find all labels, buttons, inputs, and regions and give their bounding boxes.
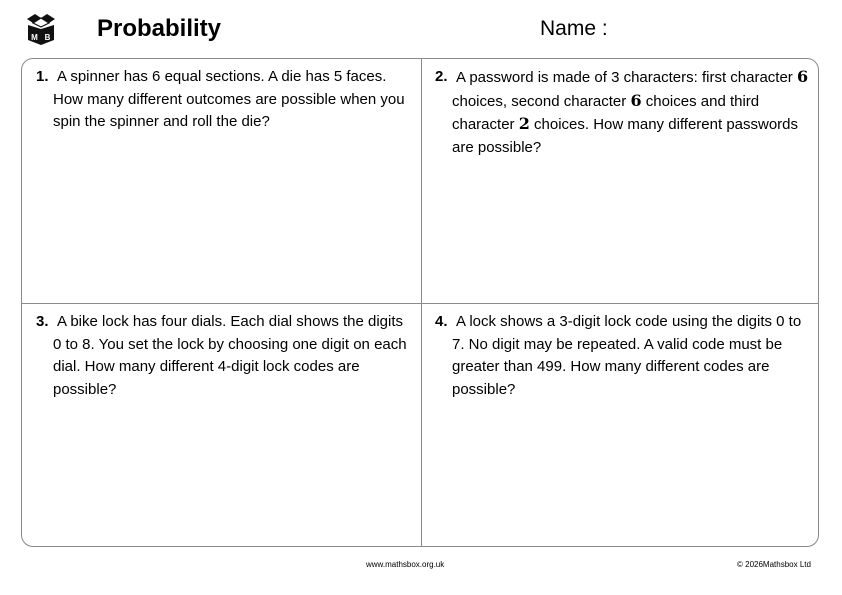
question-number: 2. [435, 68, 448, 85]
page-title: Probability [97, 15, 222, 42]
svg-text:B: B [44, 33, 51, 42]
question-4 [435, 311, 807, 401]
question-2 [435, 66, 813, 159]
svg-text:M: M [31, 33, 38, 42]
footer-copyright: © 2026Mathsbox Ltd [737, 560, 811, 569]
grid-divider-horizontal [22, 303, 818, 304]
choice-count: 6 [630, 90, 642, 110]
choice-count: 2 [518, 114, 530, 133]
mathsbox-logo [25, 12, 57, 46]
question-text: A lock shows a 3-digit lock code using the digits 0 to 7. No digit may be repeated. A valid code must be greater than 499. How many different codes are possible? [452, 313, 802, 398]
question-number: 3. [36, 313, 49, 330]
box-icon [25, 12, 57, 46]
question-grid [21, 58, 819, 547]
question-number: 1. [36, 68, 49, 85]
question-1 [36, 66, 408, 134]
name-label: Name : [540, 17, 608, 40]
question-text: A password is made of 3 characters: first character 6 choices, second character 6 choices and third character 2 choices. How many different passwords are possible? [452, 67, 809, 156]
question-number: 4. [435, 313, 448, 330]
footer-url[interactable]: www.mathsbox.org.uk [366, 560, 445, 569]
choice-count: 6 [796, 67, 809, 86]
question-3 [36, 311, 408, 401]
question-text: A bike lock has four dials. Each dial shows the digits 0 to 8. You set the lock by choosing one digit on each dial. How many different 4-digit lock codes are possible? [53, 313, 407, 398]
question-text: A spinner has 6 equal sections. A die has 5 faces. How many different outcomes are possible when you spin the spinner and roll the die? [53, 68, 405, 130]
